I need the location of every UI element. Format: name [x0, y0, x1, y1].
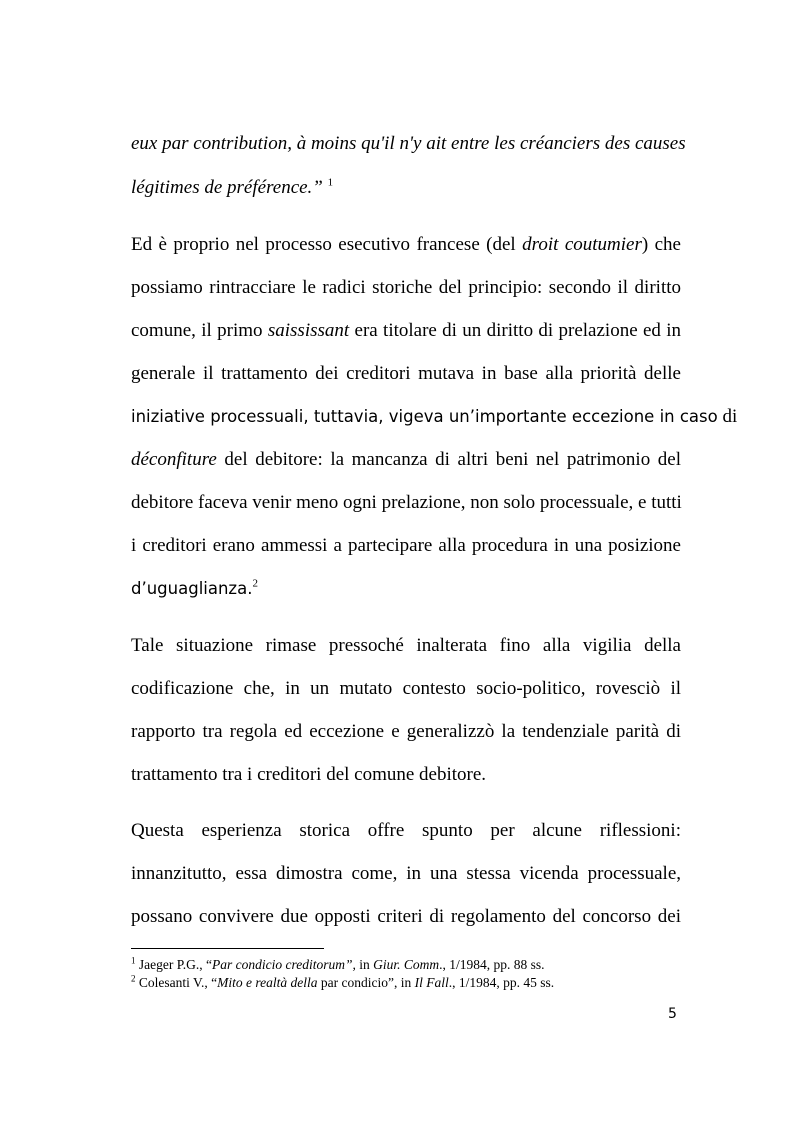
text-italic: droit coutumier [522, 234, 642, 255]
body-line [131, 318, 681, 344]
body-line [131, 131, 686, 157]
text: ) che [641, 234, 681, 255]
text-italic: saississant [267, 320, 350, 341]
text: possiamo rintracciare le radici storiche del principio: secondo il diritto [131, 277, 681, 298]
footnote-author: Jaeger P.G., “ [138, 957, 212, 972]
body-line [131, 762, 681, 788]
footnote-text: in [359, 957, 370, 972]
text: légitimes de préférence.” [131, 177, 323, 198]
footnote-ref: 1 [327, 176, 334, 189]
text: innanzitutto, essa dimostra come, in una stessa vicenda processuale, [131, 863, 681, 884]
body-line [131, 676, 681, 702]
footnote-text: ., 1/1984, pp. 45 ss. [448, 975, 555, 990]
text: codificazione che, in un mutato contesto socio-politico, rovesciò il [131, 678, 681, 699]
text: debitore faceva venir meno ogni prelazione, non solo processuale, e tutti [131, 492, 682, 513]
footnote [131, 974, 554, 992]
text: eux par contribution, à moins qu'il n'y ait entre les créanciers des causes [131, 133, 686, 154]
footnote-text: ., 1/1984, pp. 88 ss. [439, 957, 545, 972]
footnote [131, 956, 545, 974]
body-line [131, 490, 681, 516]
body-line [131, 232, 681, 258]
footnote-journal: Il Fall [414, 975, 449, 990]
body-line [131, 404, 738, 430]
text: rapporto tra regola ed eccezione e generalizzò la tendenziale parità di [131, 721, 681, 742]
text: del debitore: la mancanza di altri beni nel patrimonio del [224, 449, 681, 470]
footnote-number: 2 [131, 973, 136, 984]
body-line [131, 175, 681, 201]
page-number: 5 [668, 1006, 677, 1022]
body-line [131, 275, 681, 301]
footnote-number: 1 [131, 955, 136, 966]
body-line [131, 447, 681, 473]
text: d’uguaglianza. [131, 579, 253, 598]
text: di [722, 406, 738, 427]
text: possano convivere due opposti criteri di regolamento del concorso dei [131, 906, 681, 927]
body-line [131, 361, 681, 387]
footnote-author: Colesanti V., “ [138, 975, 218, 990]
body-line [131, 633, 681, 659]
text: Ed è proprio nel processo esecutivo francese (del [131, 234, 516, 255]
footnote-title: Mito e realtà della [217, 975, 318, 990]
body-line [131, 818, 681, 844]
body-line [131, 533, 681, 559]
body-line [131, 719, 681, 745]
text: Questa esperienza storica offre spunto per alcune riflessioni: [131, 820, 681, 841]
footnote-title: Par condicio creditorum”, [211, 957, 356, 972]
footnote-title: par condicio [320, 975, 388, 990]
body-line [131, 861, 681, 887]
footnote-ref: 2 [252, 577, 258, 590]
text: Tale situazione rimase pressoché inalterata fino alla vigilia della [131, 635, 681, 656]
footnote-journal: Giur. Comm [373, 957, 440, 972]
body-line [131, 576, 681, 602]
text: generale il trattamento dei creditori mutava in base alla priorità delle [131, 363, 681, 384]
footnote-text: ”, in [387, 975, 412, 990]
body-line [131, 904, 681, 930]
footnote-separator [131, 948, 324, 949]
text: trattamento tra i creditori del comune debitore. [131, 764, 487, 785]
text: era titolare di un diritto di prelazione ed in [354, 320, 682, 341]
text-italic: déconfiture [131, 449, 217, 470]
text: iniziative processuali, tuttavia, vigeva un’importante eccezione in caso [131, 407, 718, 426]
text: i creditori erano ammessi a partecipare alla procedura in una posizione [131, 535, 681, 556]
text: comune, il primo [131, 320, 263, 341]
